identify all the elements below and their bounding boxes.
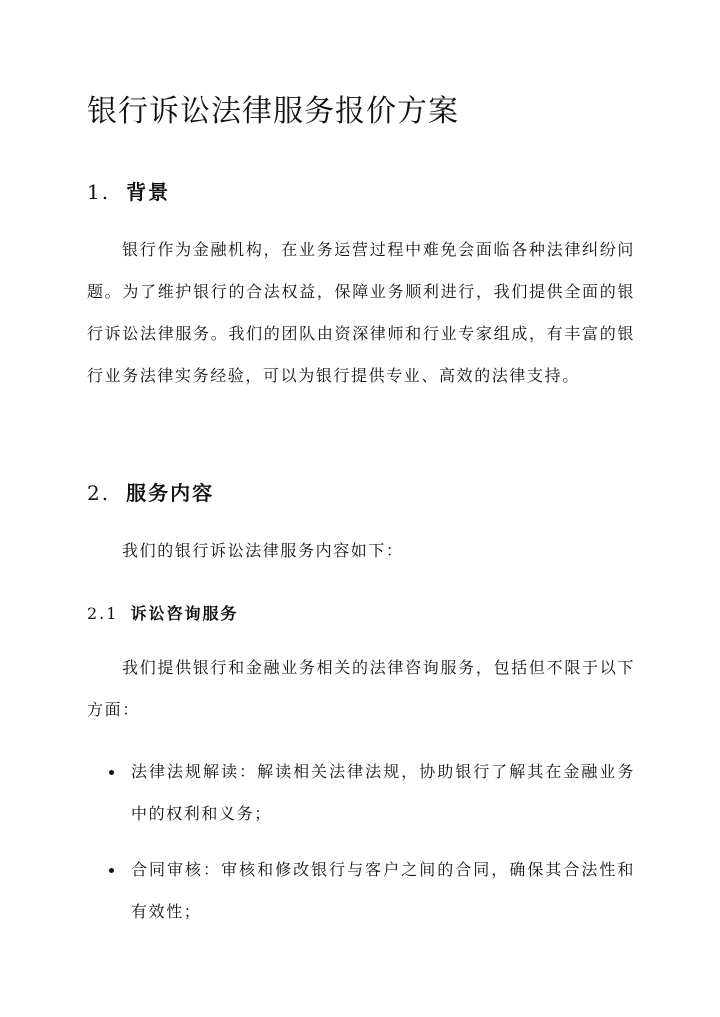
subsection-number: 2.1 [87, 604, 119, 623]
bullet-icon [109, 770, 114, 775]
consulting-bullet-list [87, 751, 635, 947]
consulting-paragraph: 我们提供银行和金融业务相关的法律咨询服务，包括但不限于以下方面： [87, 658, 635, 719]
section-number: 2. [87, 481, 111, 505]
document-title: 银行诉讼法律服务报价方案 [87, 94, 459, 129]
service-intro-paragraph: 我们的银行诉讼法律服务内容如下： [122, 541, 404, 560]
section-number: 1. [87, 180, 111, 204]
list-item [87, 849, 635, 933]
list-item [87, 751, 635, 835]
background-paragraph: 银行作为金融机构，在业务运营过程中难免会面临各种法律纠纷问题。为了维护银行的合法权益，保障业务顺利进行，我们提供全面的银行诉讼法律服务。我们的团队由资深律师和行业专家组成，有丰富的银行业务法律实务经验，可以为银行提供专业、高效的法律支持。 [87, 240, 635, 385]
bullet-icon [109, 868, 114, 873]
section-heading-service-content [87, 477, 214, 506]
section-title: 背景 [126, 180, 171, 204]
section-title: 服务内容 [126, 481, 215, 505]
list-item-text: 法律法规解读：解读相关法律法规，协助银行了解其在金融业务中的权利和义务； [131, 762, 635, 823]
subsection-title: 诉讼咨询服务 [130, 604, 239, 623]
list-item-text: 合同审核：审核和修改银行与客户之间的合同，确保其合法性和有效性； [131, 860, 635, 921]
subsection-heading-consulting [87, 601, 238, 624]
section-heading-background [87, 176, 170, 205]
